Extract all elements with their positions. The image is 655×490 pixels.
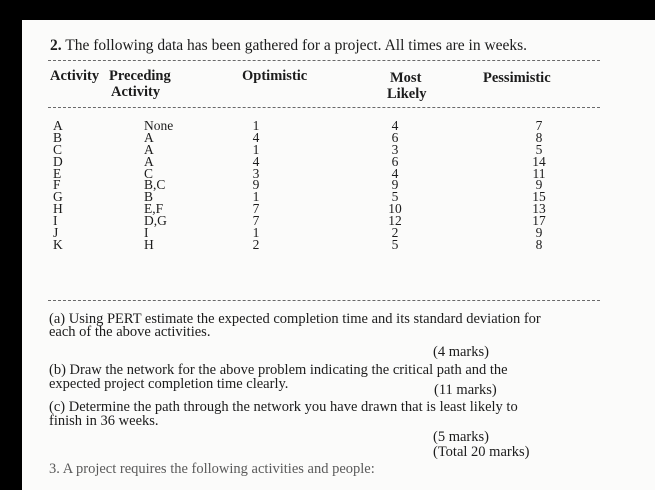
- cell-most-likely: 4: [391, 118, 399, 133]
- cell-pessimistic: 13: [532, 201, 546, 217]
- part-c-marks: (5 marks): [433, 429, 489, 445]
- column-preceding: [144, 120, 194, 251]
- cell-optimistic: 1: [252, 189, 260, 205]
- cell-most-likely: 2: [391, 225, 399, 241]
- cell-preceding: B: [144, 189, 154, 205]
- cell-preceding: I: [144, 225, 149, 241]
- cell-optimistic: 7: [252, 201, 260, 217]
- cell-preceding: A: [144, 141, 154, 157]
- table-header-rule: [48, 107, 600, 108]
- part-a-marks: (4 marks): [433, 344, 489, 360]
- cell-pessimistic: 14: [532, 153, 546, 169]
- header-optimistic: Optimistic: [242, 68, 308, 84]
- part-b-line-2: expected project completion time clearly.: [49, 376, 289, 392]
- cell-preceding: E,F: [144, 201, 164, 217]
- part-b-line-1: (b) Draw the network for the above problem indicating the critical path and the: [49, 362, 508, 378]
- header-preceding-2: Activity: [111, 84, 161, 100]
- table-top-rule: [48, 60, 600, 61]
- table-bottom-rule: [48, 300, 600, 301]
- exam-paper: [22, 20, 655, 490]
- column-activity: [53, 120, 69, 251]
- cell-activity: E: [53, 165, 62, 181]
- cell-pessimistic: 8: [535, 129, 543, 145]
- cell-activity: I: [53, 213, 58, 229]
- header-pessimistic: Pessimistic: [483, 70, 551, 86]
- cell-most-likely: 5: [391, 189, 399, 205]
- cell-optimistic: 1: [252, 141, 260, 157]
- cell-activity: J: [53, 225, 59, 241]
- cell-activity: F: [53, 177, 61, 193]
- cell-pessimistic: 5: [535, 141, 543, 157]
- part-c-line-1: (c) Determine the path through the network you have drawn that is least likely to: [49, 399, 518, 415]
- cell-preceding: None: [144, 118, 174, 133]
- question-number: 2.: [50, 37, 62, 54]
- cell-activity: D: [53, 153, 63, 169]
- cell-preceding: A: [144, 129, 154, 145]
- cell-most-likely: 10: [388, 201, 402, 217]
- question-heading: [50, 37, 527, 55]
- cell-optimistic: 1: [252, 118, 260, 133]
- cell-most-likely: 6: [391, 129, 399, 145]
- cell-activity: B: [53, 129, 63, 145]
- header-preceding-1: Preceding: [109, 68, 171, 84]
- total-marks: (Total 20 marks): [433, 444, 530, 460]
- cell-optimistic: 9: [252, 177, 260, 193]
- cell-optimistic: 2: [252, 236, 260, 252]
- cell-pessimistic: 9: [535, 225, 543, 241]
- cell-preceding: B,C: [144, 177, 166, 193]
- cell-most-likely: 6: [391, 153, 399, 169]
- cell-optimistic: 7: [252, 213, 260, 229]
- cell-most-likely: 4: [391, 165, 399, 181]
- cell-preceding: H: [144, 236, 154, 252]
- next-question-cutoff: 3. A project requires the following activities and people:: [49, 461, 375, 477]
- column-optimistic: [246, 120, 266, 251]
- cell-activity: G: [53, 189, 63, 205]
- cell-most-likely: 12: [388, 213, 402, 229]
- cell-optimistic: 4: [252, 153, 260, 169]
- cell-activity: K: [53, 236, 63, 252]
- cell-preceding: C: [144, 165, 154, 181]
- header-activity: Activity: [50, 68, 100, 84]
- cell-most-likely: 5: [391, 236, 399, 252]
- part-c-line-2: finish in 36 weeks.: [49, 413, 159, 429]
- cell-pessimistic: 15: [532, 189, 546, 205]
- cell-pessimistic: 8: [535, 236, 543, 252]
- part-b-marks: (11 marks): [434, 382, 497, 398]
- column-most-likely: [384, 120, 406, 251]
- header-most: Most: [390, 70, 422, 86]
- cell-pessimistic: 17: [532, 213, 546, 229]
- cell-most-likely: 3: [391, 141, 399, 157]
- part-a-line-2: each of the above activities.: [49, 324, 211, 340]
- cell-activity: A: [53, 118, 63, 133]
- column-pessimistic: [527, 120, 551, 251]
- cell-optimistic: 1: [252, 225, 260, 241]
- cell-preceding: A: [144, 153, 154, 169]
- cell-pessimistic: 11: [532, 165, 546, 181]
- part-a-line-1: (a) Using PERT estimate the expected completion time and its standard deviation for: [49, 311, 541, 327]
- cell-optimistic: 3: [252, 165, 260, 181]
- question-intro: The following data has been gathered for a project. All times are in weeks.: [65, 37, 528, 54]
- header-likely: Likely: [387, 86, 427, 102]
- cell-optimistic: 4: [252, 129, 260, 145]
- cell-pessimistic: 9: [535, 177, 543, 193]
- cell-pessimistic: 7: [535, 118, 543, 133]
- cell-most-likely: 9: [391, 177, 399, 193]
- cell-activity: C: [53, 141, 63, 157]
- cell-preceding: D,G: [144, 213, 167, 229]
- cell-activity: H: [53, 201, 63, 217]
